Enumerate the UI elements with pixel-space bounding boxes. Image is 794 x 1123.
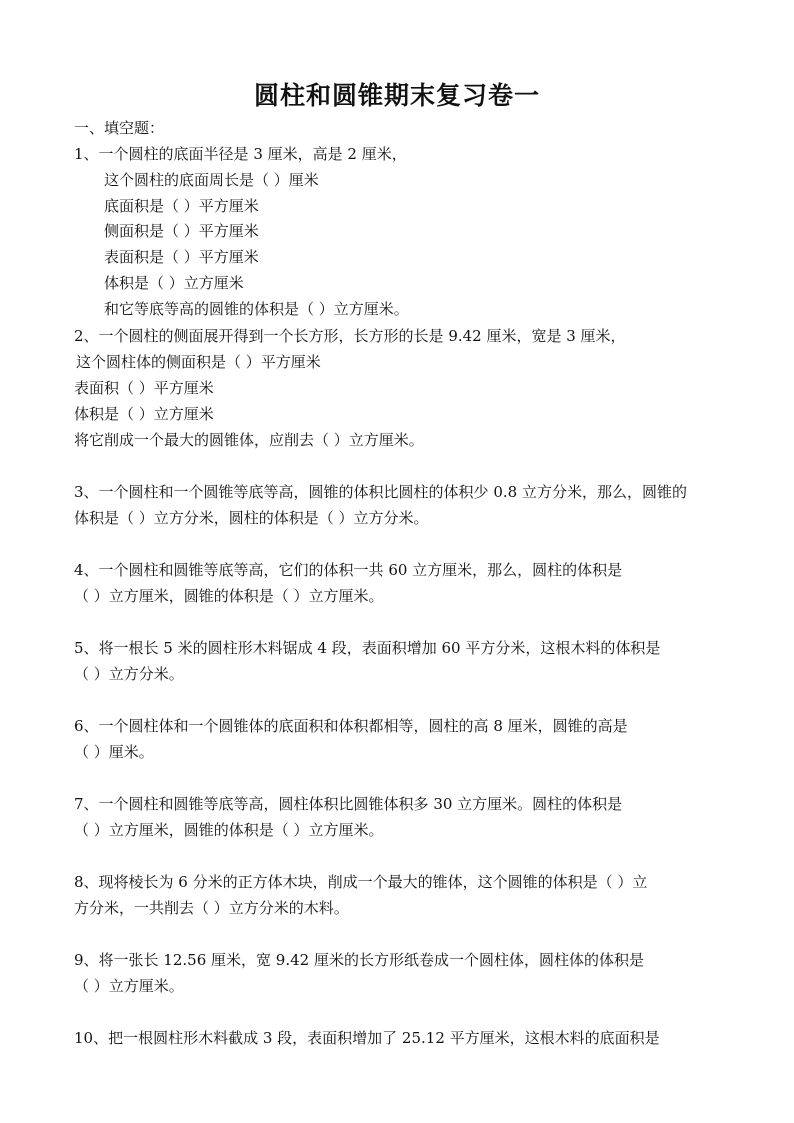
q2-cut-volume: 将它削成一个最大的圆锥体，应削去（ ）立方厘米。 <box>74 431 424 449</box>
q7-line-1: 7、一个圆柱和圆锥等底等高，圆柱体积比圆锥体积多 30 立方厘米。圆柱的体积是 <box>74 795 623 813</box>
q2-lateral-area: 这个圆柱体的侧面积是（ ）平方厘米 <box>76 353 321 371</box>
q9-line-2: （ ）立方厘米。 <box>74 977 184 995</box>
q1-stem: 1、一个圆柱的底面半径是 3 厘米，高是 2 厘米， <box>74 145 407 163</box>
q8-line-2: 方分米，一共削去（ ）立方分米的木料。 <box>74 899 349 917</box>
page-title: 圆柱和圆锥期末复习卷一 <box>253 81 540 110</box>
q1-lateral-area: 侧面积是（ ）平方厘米 <box>104 222 259 240</box>
q5-line-2: （ ）立方分米。 <box>74 665 184 683</box>
q1-base-area: 底面积是（ ）平方厘米 <box>104 197 259 215</box>
q3-line-2: 体积是（ ）立方分米，圆柱的体积是（ ）立方分米。 <box>74 509 429 527</box>
q2-volume: 体积是（ ）立方厘米 <box>74 405 214 423</box>
q1-surface-area: 表面积是（ ）平方厘米 <box>104 248 259 266</box>
q8-line-1: 8、现将棱长为 6 分米的正方体木块，削成一个最大的锥体，这个圆锥的体积是（ ）立 <box>74 873 648 891</box>
q5-line-1: 5、将一根长 5 米的圆柱形木料锯成 4 段，表面积增加 60 平方分米，这根木料的体积是 <box>74 639 661 657</box>
q6-line-1: 6、一个圆柱体和一个圆锥体的底面积和体积都相等，圆柱的高 8 厘米，圆锥的高是 <box>74 717 628 735</box>
section-heading: 一、填空题： <box>74 119 165 137</box>
q10-line-1: 10、把一根圆柱形木料截成 3 段，表面积增加了 25.12 平方厘米，这根木料的底面积是 <box>74 1029 660 1047</box>
q2-surface-area: 表面积（ ）平方厘米 <box>74 379 214 397</box>
q6-line-2: （ ）厘米。 <box>74 743 154 761</box>
q7-line-2: （ ）立方厘米，圆锥的体积是（ ）立方厘米。 <box>74 821 384 839</box>
q1-cone-volume: 和它等底等高的圆锥的体积是（ ）立方厘米。 <box>104 300 409 318</box>
q3-line-1: 3、一个圆柱和一个圆锥等底等高，圆锥的体积比圆柱的体积少 0.8 立方分米，那么，圆锥的 <box>74 483 687 501</box>
q4-line-1: 4、一个圆柱和圆锥等底等高，它们的体积一共 60 立方厘米，那么，圆柱的体积是 <box>74 561 623 579</box>
q9-line-1: 9、将一张长 12.56 厘米，宽 9.42 厘米的长方形纸卷成一个圆柱体，圆柱体的体积是 <box>74 951 644 969</box>
q1-circumference: 这个圆柱的底面周长是（ ）厘米 <box>104 171 319 189</box>
q1-volume: 体积是（ ）立方厘米 <box>104 274 244 292</box>
q2-stem: 2、一个圆柱的侧面展开得到一个长方形，长方形的长是 9.42 厘米，宽是 3 厘米， <box>74 327 626 345</box>
q4-line-2: （ ）立方厘米，圆锥的体积是（ ）立方厘米。 <box>74 587 384 605</box>
